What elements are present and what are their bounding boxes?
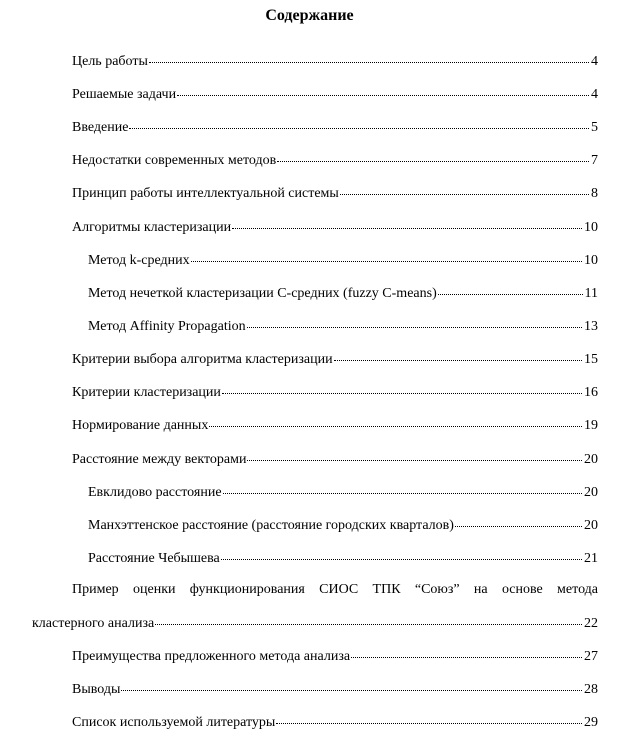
toc-leader-dots: [155, 610, 582, 625]
toc-leader-dots: [209, 412, 582, 427]
toc-entry-title: Критерии выбора алгоритма кластеризации: [72, 352, 333, 367]
toc-entry-page: 15: [584, 352, 598, 367]
toc-entry-page: 10: [584, 253, 598, 268]
toc-entry-page: 20: [584, 518, 598, 533]
toc-entry-title: Принцип работы интеллектуальной системы: [72, 186, 339, 201]
toc-leader-dots: [247, 313, 582, 328]
toc-entry-title: Манхэттенское расстояние (расстояние городских кварталов): [88, 518, 454, 533]
toc-entry-title: Выводы: [72, 682, 121, 697]
toc-entry-page: 8: [591, 186, 598, 201]
toc-leader-dots: [276, 709, 582, 724]
toc-entry-title: Критерии кластеризации: [72, 385, 221, 400]
toc-entry-page: 20: [584, 452, 598, 467]
toc-entry-page: 4: [591, 54, 598, 69]
toc-entry-title: Метод k-средних: [88, 253, 190, 268]
toc-leader-dots: [149, 48, 589, 63]
toc-leader-dots: [191, 247, 582, 262]
toc-entry[interactable]: [72, 182, 598, 202]
toc-entry[interactable]: [72, 216, 598, 236]
toc-entry-title: Метод Affinity Propagation: [88, 319, 246, 334]
toc-entry-page: 4: [591, 87, 598, 102]
toc-subentry[interactable]: [88, 282, 598, 302]
toc-entry-page: 29: [584, 715, 598, 730]
toc-entry-page: 22: [584, 616, 598, 631]
toc-leader-dots: [455, 512, 582, 527]
toc-leader-dots: [223, 479, 582, 494]
toc-leader-dots: [247, 446, 582, 461]
toc-entry-page: 16: [584, 385, 598, 400]
toc-entry[interactable]: [72, 678, 598, 698]
toc-entry-title: Недостатки современных методов: [72, 153, 277, 168]
toc-entry[interactable]: [72, 381, 598, 401]
toc-entry[interactable]: [72, 116, 598, 136]
toc-leader-dots: [438, 280, 583, 295]
toc-leader-dots: [277, 147, 589, 162]
toc-entry[interactable]: [72, 50, 598, 70]
toc-entry-wrapped-line2[interactable]: [32, 612, 598, 632]
toc-entry-page: 5: [591, 120, 598, 135]
toc-leader-dots: [222, 379, 582, 394]
toc-subentry[interactable]: [88, 315, 598, 335]
toc-entry-title: Евклидово расстояние: [88, 485, 222, 500]
toc-entry-page: 20: [584, 485, 598, 500]
toc-entry-title: Преимущества предложенного метода анализа: [72, 649, 351, 664]
toc-leader-dots: [121, 676, 582, 691]
toc-entry-title: Расстояние между векторами: [72, 452, 247, 467]
toc-entry-page: 27: [584, 649, 598, 664]
page-title: Содержание: [265, 7, 354, 24]
toc-entry-title: Расстояние Чебышева: [88, 551, 220, 566]
toc-leader-dots: [232, 214, 582, 229]
toc-subentry[interactable]: [88, 514, 598, 534]
toc-entry[interactable]: [72, 149, 598, 169]
toc-entry[interactable]: [72, 348, 598, 368]
toc-entry-title: кластерного анализа: [32, 616, 155, 631]
toc-entry-title: Метод нечеткой кластеризации C-средних (fuzzy C-means): [88, 286, 437, 301]
toc-leader-dots: [129, 114, 589, 129]
toc-subentry[interactable]: [88, 547, 598, 567]
toc-entry[interactable]: [72, 448, 598, 468]
toc-entry-title: Список используемой литературы: [72, 715, 276, 730]
toc-subentry[interactable]: [88, 249, 598, 269]
toc-entry-title: Цель работы: [72, 54, 148, 69]
toc-entry-page: 28: [584, 682, 598, 697]
toc-entry-title: Решаемые задачи: [72, 87, 177, 102]
toc-entry-page: 13: [584, 319, 598, 334]
toc-entry-wrapped-line1[interactable]: Пример оценки функционирования СИОС ТПК “Союз” на основе метода: [72, 582, 598, 597]
toc-entry-page: 10: [584, 220, 598, 235]
toc-leader-dots: [177, 81, 589, 96]
toc-entry-page: 7: [591, 153, 598, 168]
toc-entry[interactable]: [72, 711, 598, 731]
toc-entry-page: 11: [584, 286, 598, 301]
toc-entry-page: 19: [584, 418, 598, 433]
toc-leader-dots: [340, 180, 589, 195]
toc-entry[interactable]: [72, 83, 598, 103]
toc-leader-dots: [221, 545, 582, 560]
toc-entry-page: 21: [584, 551, 598, 566]
toc-leader-dots: [334, 346, 582, 361]
toc-entry[interactable]: [72, 645, 598, 665]
toc-entry-title: Алгоритмы кластеризации: [72, 220, 232, 235]
toc-subentry[interactable]: [88, 481, 598, 501]
toc-entry-title: Нормирование данных: [72, 418, 209, 433]
toc-entry-title: Введение: [72, 120, 129, 135]
toc-leader-dots: [351, 643, 582, 658]
toc-entry[interactable]: [72, 414, 598, 434]
